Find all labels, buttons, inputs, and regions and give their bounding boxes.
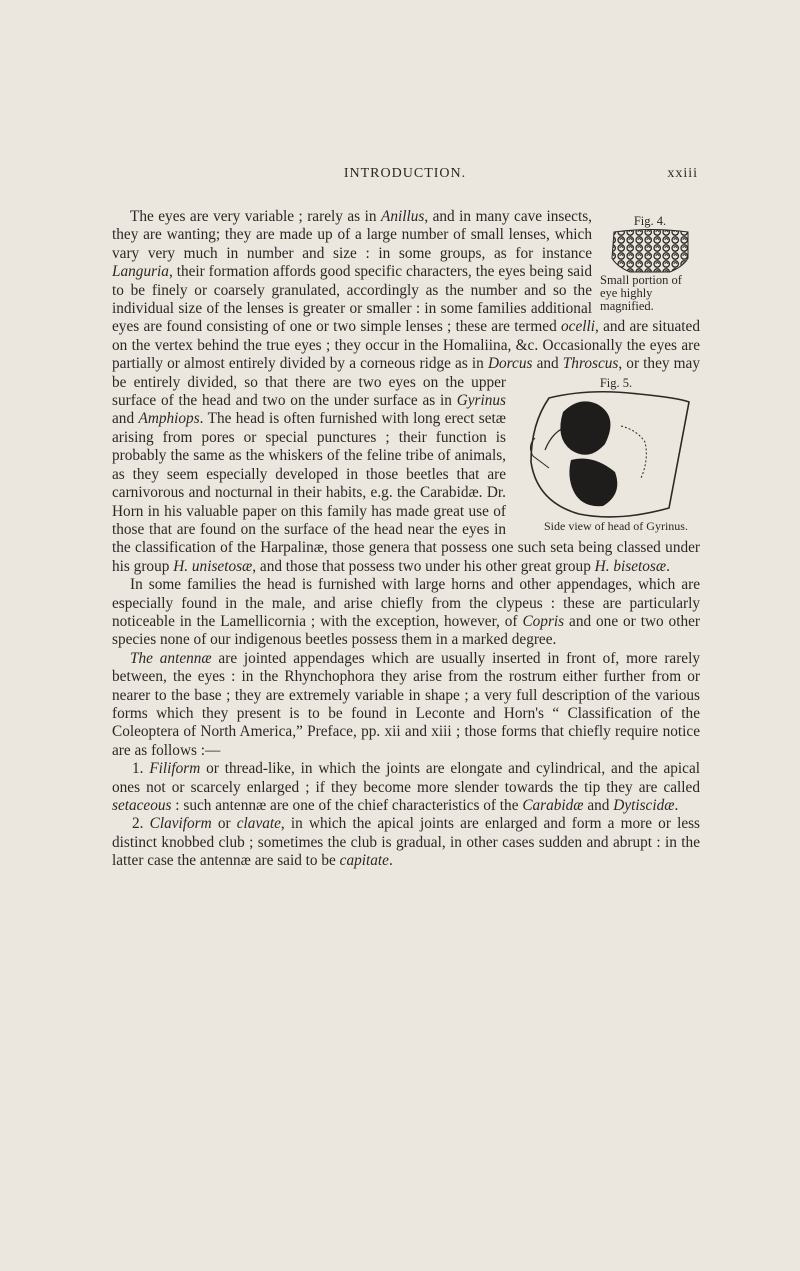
paragraph-horns [112,576,700,650]
text-run: are jointed appendages which are usually inserted in front of, more rarely between, the eyes : in the Rhynchophora they arise from the rostrum either further from or nearer to the base ; they are extremely variable in shape ; a very full description of the various forms which they present is to be found in Leconte and Horn's “ Classification of the Coleoptera of North America,” Preface, pp. xii and xiii ; those forms that chiefly require notice are as follows :— [112,649,700,759]
text-run: . The head is often furnished with long erect setæ arising from pores or special punctures ; their function is probably the same as the whiskers of the feline tribe of animals, as they seem especially developed in those beetles that are carnivorous and nocturnal in their habits, e.g. the Carabidæ. Dr. Horn in his valuable paper on this family has made great use of those that are found on the surface of the head near the eyes in the classification of the Harpalinæ, those genera that possess one such seta being classed under his group [112,410,700,575]
list-item-filiform [112,760,700,815]
italic-term: Amphiops [138,410,200,428]
italic-term: setaceous [112,797,172,814]
italic-term: Anillus [380,208,425,225]
figure-4-caption: Small portion of eye highly magnified. [600,273,682,313]
italic-term: ocelli [561,318,595,336]
italic-term: H. unisetosæ [173,557,253,575]
gyrinus-head-illustration [519,390,695,520]
text-run: : such antennæ are one of the chief characteristics of the [171,797,523,814]
text-run: , and those that possess two under his other great group [252,557,595,575]
running-title: INTRODUCTION. [343,166,467,181]
italic-term: Languria [112,263,169,281]
text-run: , or they may be entirely divided, so that there are two eyes on the upper surface of the head and two on the under surface as in [112,355,700,410]
text-run: , and are situated on the vertex behind the true eyes ; they occur in the Homaliina, &c. Occasionally the eyes are partially or almost entirely divided by a corneous ridge as in [112,318,700,373]
italic-term: capitate [339,852,389,870]
page-header [112,166,698,186]
text-run: . [388,852,393,870]
text-run: and one or two other species none of our indigenous beetles possess them in a marked degree. [112,612,700,649]
text-run: and [112,410,139,428]
text-run: and [583,797,614,814]
text-run: , in which the apical joints are enlarged and form a more or less distinct knobbed club ; sometimes the club is gradual, in other cases sudden and abrupt : in the latter case the antennæ are said to be [112,815,701,870]
italic-term: The antennæ [130,649,212,667]
text-run: . [666,557,670,575]
text-run: In some families the head is furnished with large horns and other appendages, which are especially found in the male, and arise chiefly from the clypeus : these are particularly noticeable in the Lamellicornia ; with the exception, however, of [112,576,700,630]
italic-term: Gyrinus [456,392,506,410]
text-run: 1. [132,760,150,778]
italic-term: clavate [236,815,281,833]
text-run: and [532,355,563,373]
body-text [112,208,700,871]
figure-5-caption: Side view of head of Gyrinus. [544,518,688,533]
italic-term: Carabidæ [522,797,584,814]
figure-5 [514,376,700,533]
italic-term: Copris [522,612,565,630]
paragraph-antennae [112,650,700,760]
italic-term: H. bisetosæ [594,557,667,575]
compound-eye-illustration [608,228,692,274]
text-run: . [674,797,679,814]
text-run: The eyes are very variable ; rarely as in [130,208,381,225]
italic-term: Filiform [149,760,201,778]
figure-4-label: Fig. 4. [633,214,667,228]
italic-term: Throscus [562,355,619,373]
page-number: xxiii [667,166,698,181]
figure-4 [600,214,700,313]
text-run: , their formation affords good specific characters, the eyes being said to be finely or coarsely granulated, accordingly as the number and so the individual size of the lenses is greater or smaller : in some families additional eyes are found consisting of one or two simple lenses ; these are termed [112,263,592,336]
text-run: or thread-like, in which the joints are elongate and cylindrical, and the apical ones not or scarcely enlarged ; if they become more slender towards the tip they are called [112,760,700,796]
text-run: 2. [132,815,150,833]
list-item-claviform [112,815,700,870]
figure-5-label: Fig. 5. [599,375,633,390]
italic-term: Claviform [149,815,212,833]
italic-term: Dytiscidæ [613,797,675,814]
italic-term: Dorcus [487,355,533,373]
text-run: or [211,815,237,833]
text-run: , and in many cave insects, they are wanting; they are made up of a large number of small lenses, which vary very much in number and size : in some groups, as for instance [112,208,592,262]
